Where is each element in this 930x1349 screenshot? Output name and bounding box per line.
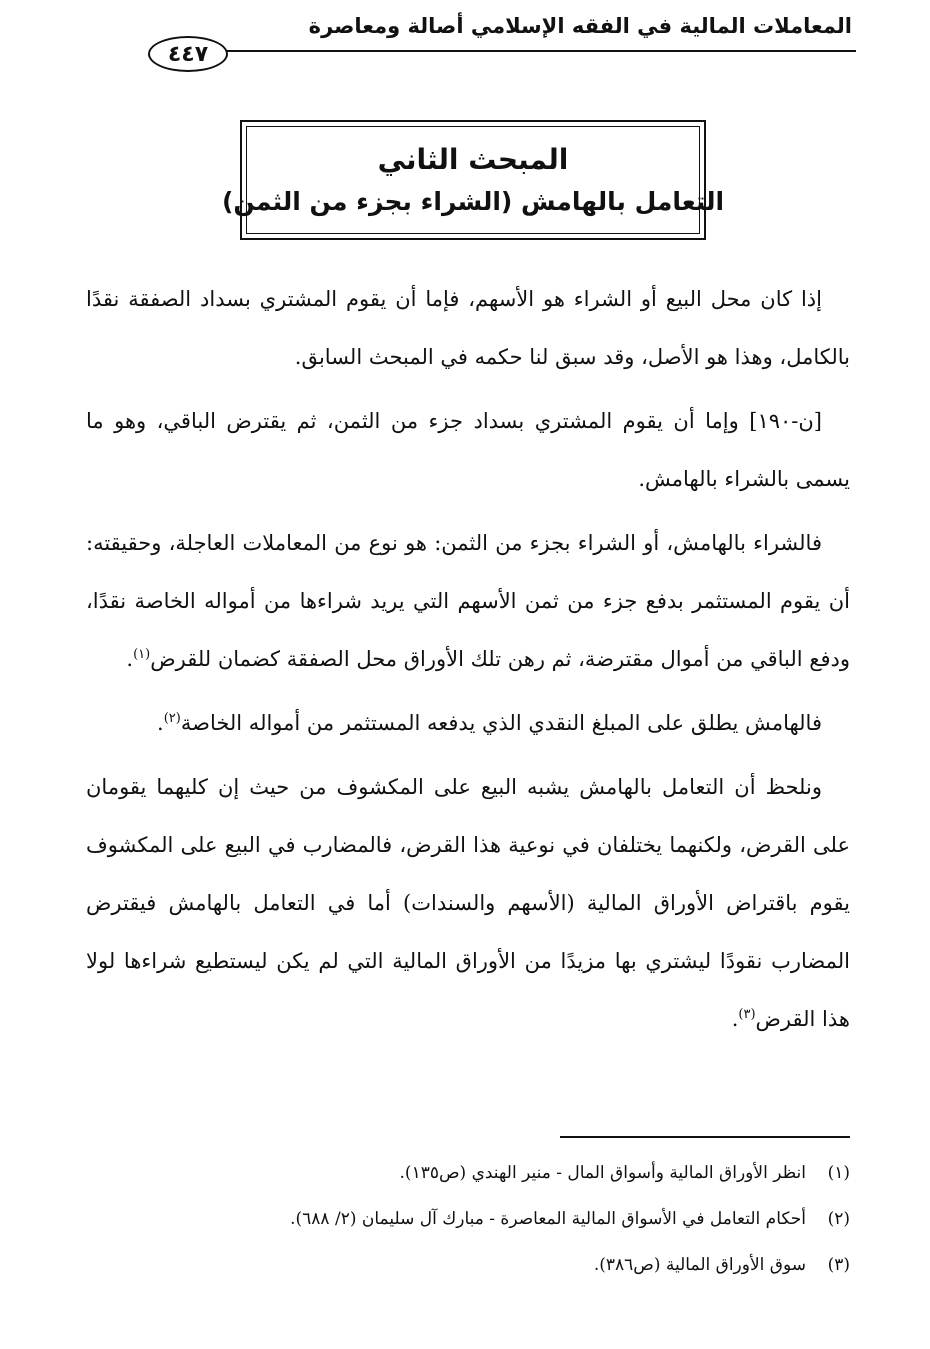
footnote-2 xyxy=(86,1196,850,1242)
section-title-box xyxy=(221,120,725,240)
paragraph-period: . xyxy=(157,711,164,735)
footnote-number: (١) xyxy=(827,1163,850,1183)
paragraph-1 xyxy=(86,270,850,386)
footnote-reference: (٢) xyxy=(163,711,181,726)
footnote-number: (٢) xyxy=(827,1209,850,1229)
footnote-3 xyxy=(86,1242,850,1288)
paragraph-period: . xyxy=(731,1007,739,1031)
section-label: المبحث الثاني xyxy=(377,143,569,176)
paragraph-2 xyxy=(86,392,850,508)
footnote-reference: (١) xyxy=(133,647,151,662)
body-text xyxy=(86,270,850,1054)
header-rule xyxy=(150,50,856,52)
paragraph-4 xyxy=(86,694,850,752)
footnote-reference: (٣) xyxy=(738,1007,756,1022)
page-number: ٤٤٧ xyxy=(148,36,228,72)
footnote-text: سوق الأوراق المالية (ص٣٨٦). xyxy=(593,1255,806,1275)
footnotes xyxy=(86,1150,850,1288)
paragraph-3 xyxy=(86,514,850,688)
footnote-text: أحكام التعامل في الأسواق المالية المعاصرة - مبارك آل سليمان (٢/ ٦٨٨). xyxy=(290,1209,806,1229)
paragraph-text: فالهامش يطلق على المبلغ النقدي الذي يدفعه المستثمر من أمواله الخاصة xyxy=(180,711,822,735)
running-header-title: المعاملات المالية في الفقه الإسلامي أصالة ومعاصرة xyxy=(308,14,852,38)
paragraph-text: إذا كان محل البيع أو الشراء هو الأسهم، فإما أن يقوم المشتري بسداد الصفقة نقدًا بالكامل، وهذا هو الأصل، وقد سبق لنا حكمه في المبحث السابق. xyxy=(86,287,850,369)
paragraph-text: ونلحظ أن التعامل بالهامش يشبه البيع على المكشوف من حيث إن كليهما يقومان على القرض، ولكنهما يختلفان في نوعية هذا القرض، فالمضارب في البيع على المكشوف يقوم باقتراض الأوراق المالية (الأسهم والسندات) أما في التعامل بالهامش فيقترض المضارب نقودًا ليشتري بها مزيدًا من الأوراق المالية التي لم يكن ليستطيع شراءها لولا هذا القرض xyxy=(86,775,850,1031)
footnote-text: انظر الأوراق المالية وأسواق المال - منير الهندي (ص١٣٥). xyxy=(399,1163,806,1183)
paragraph-period: . xyxy=(126,647,134,671)
footnote-1 xyxy=(86,1150,850,1196)
section-title-inner-frame xyxy=(221,126,725,234)
footnote-number: (٣) xyxy=(827,1255,850,1275)
footnote-separator xyxy=(560,1136,850,1138)
paragraph-text: فالشراء بالهامش، أو الشراء بجزء من الثمن: هو نوع من المعاملات العاجلة، وحقيقته: أن يقوم المستثمر بدفع جزء من ثمن الأسهم التي يريد شراءها من أمواله الخاصة نقدًا، ودفع الباقي من أموال مقترضة، ثم رهن تلك الأوراق محل الصفقة كضمان للقرض xyxy=(86,531,850,671)
paragraph-text: [ن-١٩٠] وإما أن يقوم المشتري بسداد جزء من الثمن، ثم يقترض الباقي، وهو ما يسمى بالشراء بالهامش. xyxy=(86,409,850,491)
section-heading: التعامل بالهامش (الشراء بجزء من الثمن) xyxy=(221,187,725,216)
paragraph-5 xyxy=(86,758,850,1048)
